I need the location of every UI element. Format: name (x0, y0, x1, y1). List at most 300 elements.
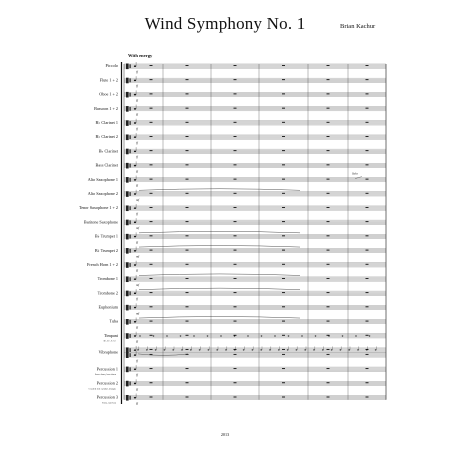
instrument-label: Vibraphone (98, 349, 118, 355)
whole-rest (150, 250, 153, 251)
whole-rest (282, 207, 285, 208)
whole-rest (150, 164, 153, 165)
note-head (313, 349, 315, 350)
note-head (274, 335, 276, 336)
whole-rest (366, 164, 369, 165)
instrument-label: French Horn 1 + 2 (87, 261, 118, 267)
whole-rest (186, 321, 189, 322)
instrument-label: Percussion 1 (96, 366, 118, 372)
note-head (348, 349, 350, 350)
clef-icon (126, 177, 129, 183)
whole-rest (282, 321, 285, 322)
note-head (315, 335, 317, 336)
whole-rest (186, 79, 189, 80)
dynamic-marking: ff (136, 183, 138, 188)
note-head (199, 349, 201, 350)
whole-rest (327, 382, 330, 383)
whole-rest (234, 93, 237, 94)
clef-icon (126, 381, 129, 387)
note-head (357, 349, 359, 350)
clef-icon (126, 191, 129, 197)
whole-rest (150, 321, 153, 322)
whole-rest (282, 235, 285, 236)
instrument-label: Tenor Saxophone 1 + 2 (78, 205, 118, 211)
whole-rest (366, 250, 369, 251)
whole-rest (366, 368, 369, 369)
instrument-sublabel: Toms, tam-tam (102, 402, 116, 405)
note-head (134, 136, 136, 138)
note-head (134, 383, 136, 385)
time-signature-icon (130, 93, 131, 97)
note-head (164, 349, 166, 350)
note-head (134, 397, 136, 399)
whole-rest (327, 207, 330, 208)
dynamic-marking: ff (136, 297, 138, 302)
instrument-label: B♭ Trumpet 2 (94, 247, 118, 253)
whole-rest (327, 264, 330, 265)
whole-rest (366, 235, 369, 236)
note-head (134, 108, 136, 110)
note-head (252, 349, 254, 350)
note-head (260, 349, 262, 350)
whole-rest (150, 93, 153, 94)
whole-rest (282, 179, 285, 180)
whole-rest (150, 207, 153, 208)
whole-rest (366, 292, 369, 293)
note-head (322, 349, 324, 350)
whole-rest (234, 382, 237, 383)
instrument-label: B♭ Trumpet 1 (94, 233, 118, 239)
note-head (134, 278, 136, 280)
whole-rest (327, 79, 330, 80)
whole-rest (234, 306, 237, 307)
note-head (134, 321, 136, 323)
whole-rest (366, 179, 369, 180)
note-head (134, 236, 136, 238)
instrument-label: Tuba (109, 318, 118, 324)
whole-rest (186, 397, 189, 398)
whole-rest (282, 292, 285, 293)
note-head (190, 349, 192, 350)
whole-rest (366, 354, 369, 355)
note-head (269, 349, 271, 350)
whole-rest (327, 65, 330, 66)
whole-rest (186, 349, 189, 350)
clef-icon (126, 120, 129, 126)
whole-rest (186, 136, 189, 137)
whole-rest (234, 321, 237, 322)
whole-rest (186, 292, 189, 293)
whole-rest (186, 207, 189, 208)
note-head (134, 307, 136, 309)
instrument-label: Oboe 1 + 2 (99, 91, 118, 97)
instrument-label: B♭ Clarinet 1 (95, 119, 118, 125)
whole-rest (234, 79, 237, 80)
dynamic-marking: ff (136, 98, 138, 103)
clef-icon (126, 234, 129, 240)
time-signature-icon (130, 291, 131, 295)
note-head (134, 368, 136, 370)
whole-rest (150, 382, 153, 383)
whole-rest (327, 349, 330, 350)
note-head (225, 349, 227, 350)
whole-rest (234, 122, 237, 123)
whole-rest (327, 122, 330, 123)
instrument-label: Alto Saxophone 1 (87, 176, 118, 182)
clef-icon (126, 276, 129, 282)
composer-name: Brian Kachur (340, 23, 376, 30)
whole-rest (327, 221, 330, 222)
note-head (287, 349, 289, 350)
whole-rest (282, 382, 285, 383)
clef-icon (126, 163, 129, 169)
whole-rest (186, 179, 189, 180)
whole-rest (282, 221, 285, 222)
note-head (134, 94, 136, 96)
time-signature-icon (130, 367, 131, 371)
whole-rest (327, 108, 330, 109)
time-signature-icon (130, 78, 131, 82)
whole-rest (282, 93, 285, 94)
whole-rest (150, 397, 153, 398)
instrument-label: Bass Clarinet (95, 162, 118, 168)
whole-rest (327, 321, 330, 322)
time-signature-icon (130, 306, 131, 310)
note-head (134, 179, 136, 181)
note-head (180, 335, 182, 336)
dynamic-marking: ff (136, 339, 138, 344)
whole-rest (150, 368, 153, 369)
whole-rest (327, 164, 330, 165)
whole-rest (150, 150, 153, 151)
note-head (172, 349, 174, 350)
time-signature-icon (130, 135, 131, 139)
note-head (134, 222, 136, 224)
time-signature-icon (130, 164, 131, 168)
whole-rest (234, 292, 237, 293)
note-head (331, 349, 333, 350)
whole-rest (150, 65, 153, 66)
clef-icon (126, 333, 129, 339)
note-head (166, 335, 168, 336)
clef-icon (126, 395, 129, 401)
whole-rest (327, 306, 330, 307)
whole-rest (234, 164, 237, 165)
whole-rest (282, 193, 285, 194)
instrument-label: Percussion 3 (96, 394, 118, 400)
note-head (375, 349, 377, 350)
clef-icon (126, 64, 129, 70)
whole-rest (234, 193, 237, 194)
whole-rest (234, 136, 237, 137)
whole-rest (186, 150, 189, 151)
note-head (234, 335, 236, 336)
note-head (261, 335, 263, 336)
note-head (134, 354, 136, 356)
whole-rest (282, 397, 285, 398)
time-signature-icon (130, 353, 131, 357)
clef-icon (126, 248, 129, 254)
dynamic-marking: ff (136, 70, 138, 74)
whole-rest (282, 335, 285, 336)
whole-rest (186, 250, 189, 251)
instrument-label: Trombone 2 (97, 290, 118, 296)
note-head (296, 349, 298, 350)
note-head (134, 293, 136, 295)
clef-icon (126, 205, 129, 211)
whole-rest (234, 221, 237, 222)
whole-rest (150, 193, 153, 194)
dynamic-marking: mf (136, 197, 140, 202)
clef-icon (126, 149, 129, 155)
note-head (134, 165, 136, 167)
clef-icon (126, 291, 129, 297)
whole-rest (366, 397, 369, 398)
whole-rest (186, 368, 189, 369)
whole-rest (282, 108, 285, 109)
note-head (181, 349, 183, 350)
clef-icon (126, 78, 129, 84)
whole-rest (234, 368, 237, 369)
dynamic-marking: ff (136, 268, 138, 273)
whole-rest (366, 108, 369, 109)
clef-icon (126, 305, 129, 311)
whole-rest (234, 354, 237, 355)
note-head (193, 335, 195, 336)
note-head (134, 151, 136, 153)
whole-rest (234, 278, 237, 279)
dynamic-marking: ff (136, 373, 138, 378)
page-footer-year: 2013 (220, 432, 230, 437)
time-signature-icon (130, 178, 131, 182)
time-signature-icon (130, 107, 131, 111)
instrument-label: Percussion 2 (96, 380, 118, 386)
whole-rest (366, 136, 369, 137)
instrument-sublabel: Crash & ride cymbal, triangle (88, 388, 116, 391)
note-head (301, 335, 303, 336)
whole-rest (186, 235, 189, 236)
whole-rest (282, 264, 285, 265)
whole-rest (366, 278, 369, 279)
dynamic-marking: ff (136, 358, 138, 363)
whole-rest (150, 292, 153, 293)
time-signature-icon (130, 348, 131, 352)
whole-rest (366, 122, 369, 123)
note-head (304, 349, 306, 350)
note-head (155, 349, 157, 350)
clef-icon (126, 220, 129, 226)
dynamic-marking: ff (136, 240, 138, 245)
whole-rest (150, 79, 153, 80)
whole-rest (327, 292, 330, 293)
time-signature-icon (130, 334, 131, 338)
note-head (146, 349, 148, 350)
time-signature-icon (130, 263, 131, 267)
note-head (134, 335, 136, 337)
note-head (328, 335, 330, 336)
time-signature-icon (130, 192, 131, 196)
instrument-label: Alto Saxophone 2 (87, 190, 118, 196)
time-signature-icon (130, 220, 131, 224)
whole-rest (186, 193, 189, 194)
whole-rest (366, 150, 369, 151)
dynamic-marking: ff (136, 155, 138, 160)
whole-rest (186, 382, 189, 383)
whole-rest (234, 179, 237, 180)
instrument-label: Bassoon 1 + 2 (94, 105, 118, 111)
note-head (134, 207, 136, 209)
instrument-label: Flute 1 + 2 (99, 77, 118, 83)
score-title: Wind Symphony No. 1 (144, 14, 306, 33)
whole-rest (366, 335, 369, 336)
whole-rest (150, 278, 153, 279)
note-head (153, 335, 155, 336)
dynamic-marking: ff (136, 325, 138, 330)
note-head (220, 335, 222, 336)
whole-rest (366, 382, 369, 383)
instrument-label: Euphonium (98, 304, 118, 310)
note-head (134, 65, 136, 67)
whole-rest (282, 79, 285, 80)
dynamic-marking: mf (136, 226, 140, 231)
whole-rest (186, 221, 189, 222)
dynamic-marking: mf (136, 311, 140, 316)
whole-rest (366, 264, 369, 265)
note-head (288, 335, 290, 336)
note-head (243, 349, 245, 350)
whole-rest (150, 221, 153, 222)
clef-icon (126, 134, 129, 140)
time-signature-icon (130, 382, 131, 386)
whole-rest (234, 397, 237, 398)
instrument-label: B♭ Clarinet (98, 148, 118, 154)
note-head (247, 335, 249, 336)
note-head (134, 264, 136, 266)
clef-icon (126, 347, 129, 353)
whole-rest (327, 354, 330, 355)
time-signature-icon (130, 121, 131, 125)
note-head (366, 349, 368, 350)
whole-rest (327, 93, 330, 94)
whole-rest (186, 164, 189, 165)
whole-rest (366, 321, 369, 322)
whole-rest (327, 235, 330, 236)
whole-rest (234, 264, 237, 265)
time-signature-icon (130, 320, 131, 324)
whole-rest (366, 221, 369, 222)
whole-rest (186, 306, 189, 307)
clef-icon (126, 367, 129, 373)
whole-rest (150, 335, 153, 336)
whole-rest (186, 264, 189, 265)
instrument-sublabel: Snare drum, bass drum (94, 374, 116, 377)
whole-rest (282, 354, 285, 355)
instrument-label: Timpani (103, 332, 118, 338)
note-head (137, 349, 139, 350)
whole-rest (366, 207, 369, 208)
whole-rest (186, 278, 189, 279)
tempo-marking: With energy (128, 53, 153, 58)
whole-rest (282, 368, 285, 369)
clef-icon (126, 262, 129, 268)
time-signature-icon (130, 206, 131, 210)
whole-rest (282, 122, 285, 123)
whole-rest (150, 264, 153, 265)
solo-marking: Solo (352, 171, 358, 176)
time-signature-icon (130, 64, 131, 68)
note-head (139, 335, 141, 336)
clef-icon (126, 92, 129, 98)
whole-rest (234, 250, 237, 251)
dynamic-marking: mf (136, 254, 140, 259)
whole-rest (282, 278, 285, 279)
dynamic-marking: mf (136, 282, 140, 287)
whole-rest (282, 349, 285, 350)
clef-icon (126, 106, 129, 112)
note-head (134, 122, 136, 124)
note-head (340, 349, 342, 350)
note-head (134, 349, 136, 351)
time-signature-icon (130, 149, 131, 153)
whole-rest (327, 136, 330, 137)
dynamic-marking: ff (136, 112, 138, 117)
time-signature-icon (130, 277, 131, 281)
whole-rest (282, 164, 285, 165)
whole-rest (327, 179, 330, 180)
whole-rest (234, 207, 237, 208)
time-signature-icon (130, 235, 131, 239)
note-head (234, 349, 236, 350)
note-head (134, 250, 136, 252)
whole-rest (282, 306, 285, 307)
whole-rest (150, 136, 153, 137)
whole-rest (282, 65, 285, 66)
whole-rest (366, 65, 369, 66)
whole-rest (150, 108, 153, 109)
instrument-sublabel: B♭, E♭, F, G♭ (103, 340, 116, 343)
note-head (134, 80, 136, 82)
whole-rest (327, 397, 330, 398)
whole-rest (150, 349, 153, 350)
dynamic-marking: ff (136, 140, 138, 145)
whole-rest (186, 335, 189, 336)
whole-rest (327, 250, 330, 251)
time-signature-icon (130, 249, 131, 253)
whole-rest (327, 193, 330, 194)
whole-rest (186, 93, 189, 94)
whole-rest (282, 136, 285, 137)
clef-icon (126, 319, 129, 325)
whole-rest (150, 179, 153, 180)
clef-icon (126, 352, 129, 358)
whole-rest (186, 65, 189, 66)
whole-rest (234, 108, 237, 109)
whole-rest (366, 79, 369, 80)
note-head (342, 335, 344, 336)
whole-rest (150, 235, 153, 236)
instrument-label: Baritone Saxophone (83, 219, 118, 225)
dynamic-marking: ff (136, 84, 138, 89)
whole-rest (366, 306, 369, 307)
whole-rest (186, 122, 189, 123)
whole-rest (150, 354, 153, 355)
whole-rest (234, 65, 237, 66)
whole-rest (327, 150, 330, 151)
instrument-label: Piccolo (105, 63, 118, 69)
whole-rest (186, 108, 189, 109)
dynamic-marking: ff (136, 169, 138, 174)
note-head (369, 335, 371, 336)
